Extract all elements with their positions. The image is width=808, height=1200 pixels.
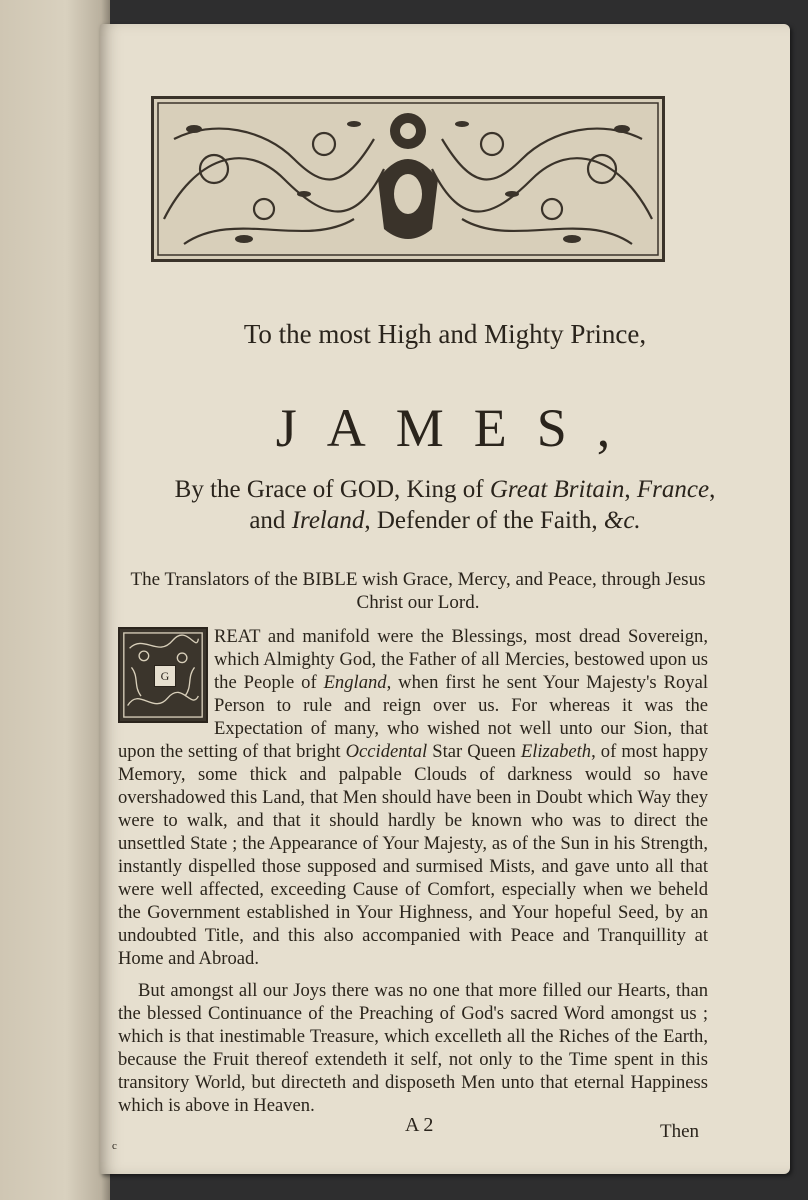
ornamental-headpiece [151, 96, 665, 262]
margin-mark: c [112, 1140, 117, 1152]
dedication-addressee: To the most High and Mighty Prince, [243, 319, 647, 349]
signature-mark: A 2 [405, 1114, 434, 1136]
decorated-initial [118, 627, 208, 723]
initial-letter: G [154, 665, 176, 687]
book-page [100, 24, 790, 1174]
paragraph-1: G REAT and manifold were the Blessings, most dread Sovereign, which Almighty God, the Father of all Mercies, bestowed upon us the People of England, when first he sent Your Majesty's Royal Person to rule and reign over us. For whereas it was the Expectation of many, who wished not well unto our Sion, that upon the setting of that bright Occidental Star Queen Elizabeth, of most happy Memory, some thick and palpable Clouds of darkness would so have overshadowed this Land, that Men should have been in Doubt which Way they were to walk, and that it should hardly be known who was to direct the unsettled State ; the Appearance of Your Majesty, as of the Sun in his Strength, instantly dispelled those supposed and surmised Mists, and gave unto all that were well affected, exceeding Cause of Comfort, especially when we beheld the Government established in Your Highness, and Your hopeful Seed, by an undoubted Title, and this also accompanied with Peace and Tranquillity at Home and Abroad. [118, 626, 708, 969]
left-page-edge [0, 0, 110, 1200]
royal-titles [100, 474, 790, 536]
titles-line2: and Ireland, Defender of the Faith, &c. [249, 507, 641, 534]
floral-ornament-icon [154, 99, 662, 259]
translators-greeting: The Translators of the BIBLE wish Grace, Mercy, and Peace, through Jesus Christ our Lord. [130, 569, 706, 613]
titles-line1: By the Grace of GOD, King of Great Britain, France, [174, 476, 716, 503]
catchword: Then [660, 1121, 700, 1142]
prince-name: JAMES, [275, 398, 641, 458]
paragraph-2: But amongst all our Joys there was no one that more filled our Hearts, than the blessed Continuance of the Preaching of God's sacred Word amongst us ; which is that inestimable Treasure, which excelleth all the Riches of the Earth, because the Fruit thereof extendeth it self, not only to the Time spent in this transitory World, but directeth and disposeth Men unto that eternal Happiness which is above in Heaven. [118, 980, 708, 1116]
